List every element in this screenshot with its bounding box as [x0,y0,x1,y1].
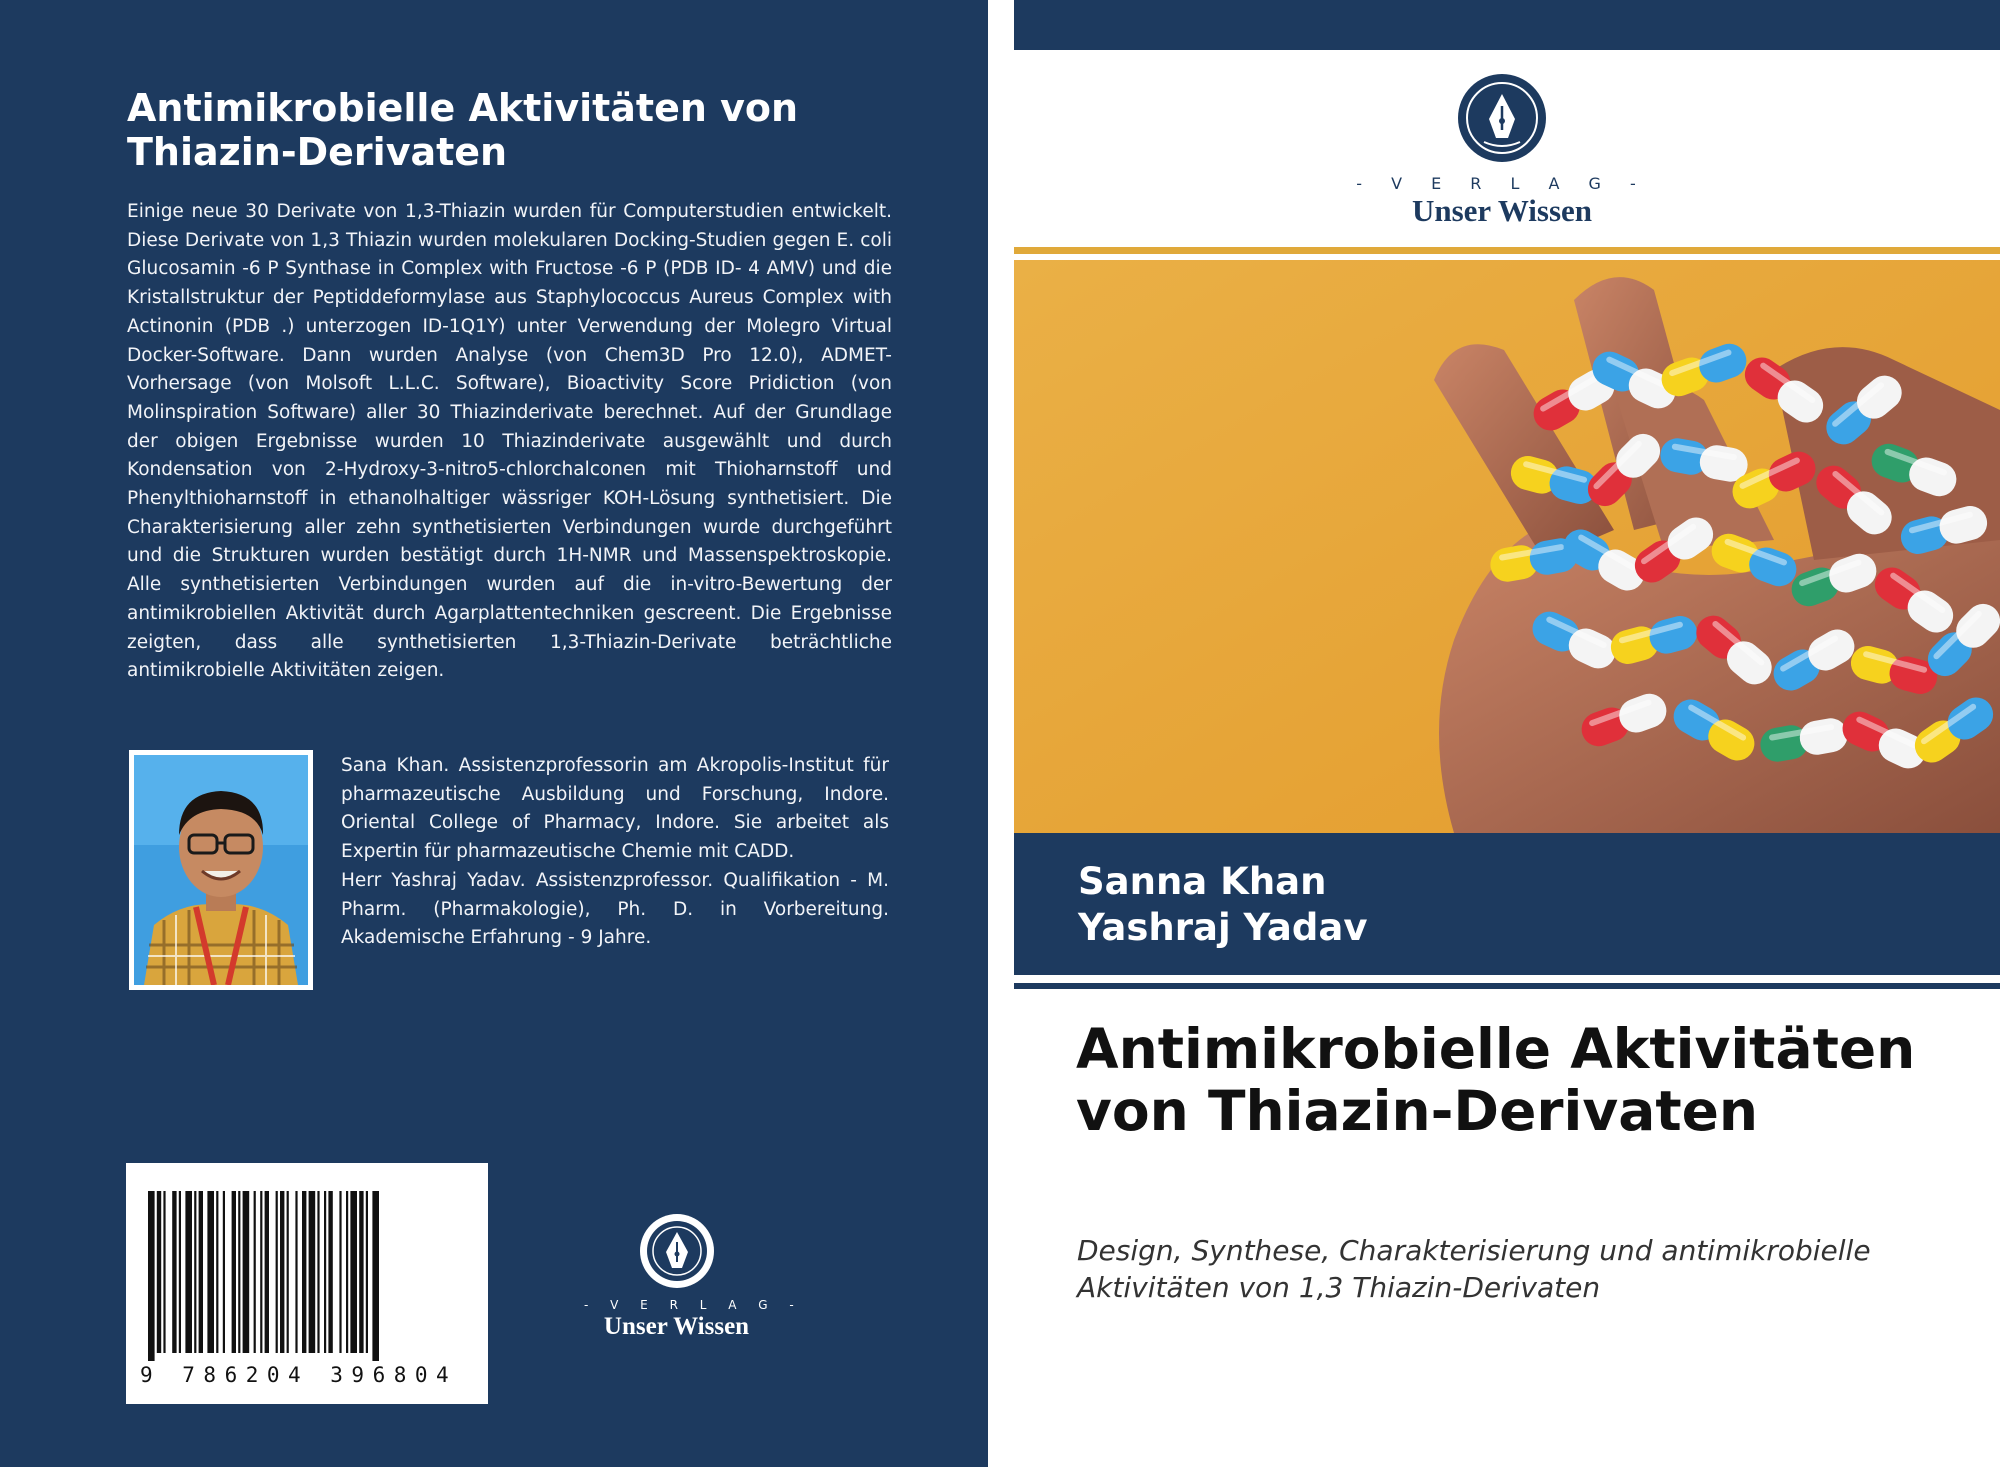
barcode-bar [185,1191,192,1353]
front-cover-subtitle: Design, Synthese, Charakterisierung und antimikrobielle Aktivitäten von 1,3 Thiazin-Derivaten [1077,1234,1871,1304]
front-cover [1014,0,2000,1467]
barcode-bar [207,1191,214,1353]
front-cover-title: Antimikrobielle Aktivitäten von Thiazin-Derivaten [1076,1017,1916,1143]
publisher-verlag-label: - V E R L A G - [584,1298,803,1312]
publisher-name: Unser Wissen [603,1313,750,1340]
back-cover [0,0,988,1467]
barcode-bar [328,1191,332,1353]
navy-divider [1014,983,2000,989]
barcode-bar [276,1191,278,1353]
author-biography [341,752,889,953]
barcode-bar [346,1191,348,1353]
cover-photo-hand-with-capsules [1014,260,2000,833]
barcode-bar [179,1191,181,1353]
publisher-name: Unser Wissen [1411,193,1593,228]
author-portrait-image [134,755,308,985]
gold-divider [1014,247,2000,254]
barcode-bar [232,1191,236,1353]
barcode-bar [317,1191,319,1353]
author-bio-yashraj-yadav: Herr Yashraj Yadav. Assistenzprofessor. Qualifikation - M. Pharm. (Pharmakologie), Ph. D. in Vorbereitung. Akademische Erfahrung - 9 Jahre. [341,869,889,949]
barcode-bar [339,1191,341,1353]
barcode-bar [157,1191,161,1353]
back-publisher-logo [584,1212,803,1341]
barcode-bar [223,1191,225,1353]
barcode-bar [309,1191,316,1353]
author-bio-sana-khan: Sana Khan. Assistenzprofessorin am Akropolis-Institut für pharmazeutische Ausbildung und Forschung, Indore. Oriental College of Pharmacy, Indore. Sie arbeitet als Expertin für pharmazeutische Chemie mit CADD. [341,755,889,863]
barcode-bar [295,1191,297,1353]
barcode-bar [243,1191,250,1353]
author-name-2: Yashraj Yadav [1078,906,1368,949]
barcode-bar [324,1191,326,1353]
back-cover-title: Antimikrobielle Aktivitäten von Thiazin-Derivaten [127,86,799,174]
front-top-bar [1014,0,2000,50]
barcode-bar [199,1191,203,1353]
front-publisher-logo [1274,72,1730,229]
barcode-bar [216,1191,218,1353]
barcode-bar [163,1191,165,1353]
author-band [1014,833,2000,975]
barcode-bar [194,1191,196,1353]
barcode-bar [359,1191,363,1353]
barcode-bar [302,1191,306,1353]
barcode-bar [238,1191,240,1353]
book-spine [988,0,1014,1467]
barcode-bar [172,1191,176,1353]
author-photo [129,750,313,990]
author-name-1: Sanna Khan [1078,860,1327,903]
barcode-bar [254,1191,256,1353]
isbn-barcode [126,1163,488,1404]
isbn-digits: 9 786204 396804 [140,1363,458,1387]
barcode-bar [280,1191,284,1353]
barcode-bar [350,1191,357,1353]
barcode-bar [265,1191,269,1353]
fountain-pen-nib-icon [1456,72,1548,164]
back-cover-blurb: Einige neue 30 Derivate von 1,3-Thiazin wurden für Computerstudien entwickelt. Diese Derivate von 1,3 Thiazin wurden molekularen Docking-Studien gegen E. coli Glucosamin -6 P Synthase in Complex with Fructose -6 P (PDB ID- 4 AMV) und die Kristallstruktur der Peptiddeformylase aus Staphylococcus Aureus Complex with Actinonin (PDB .) unterzogen ID-1Q1Y) unter Verwendung der Molegro Virtual Docker-Software. Dann wurden Analyse (von Chem3D Pro 12.0), ADMET-Vorhersage (von Molsoft L.L.C. Software), Bioactivity Score Pridiction (von Molinspiration Software) aller 30 Thiazinderivate berechnet. Auf der Grundlage der obigen Ergebnisse wurden 10 Thiazinderivate ausgewählt und durch Kondensation von 2-Hydroxy-3-nitro5-chlorchalconen mit Thioharnstoff und Phenylthioharnstoff in ethanolhaltiger wässriger KOH-Lösung synthetisiert. Die Charakterisierung aller zehn synthetisierten Verbindungen wurde durchgeführt und die Strukturen wurden bestätigt durch 1H-NMR und Massenspektroskopie. Alle synthetisierten Verbindungen wurden auf die in-vitro-Bewertung der antimikrobiellen Aktivität durch Agarplattentechniken gescreent. Die Ergebnisse zeigten, dass alle synthetisierten 1,3-Thiazin-Derivate beträchtliche antimikrobielle Aktivitäten zeigen. [127,201,892,682]
publisher-verlag-label: - V E R L A G - [1356,174,1648,193]
barcode-bar [287,1191,289,1353]
cover-illustration [1014,260,2000,833]
barcode-bar [148,1191,155,1361]
barcode-bar [372,1191,379,1361]
barcode-bar [260,1191,262,1353]
barcode-icon [146,1191,468,1361]
barcode-bar [366,1191,368,1353]
fountain-pen-nib-icon [638,1212,716,1290]
